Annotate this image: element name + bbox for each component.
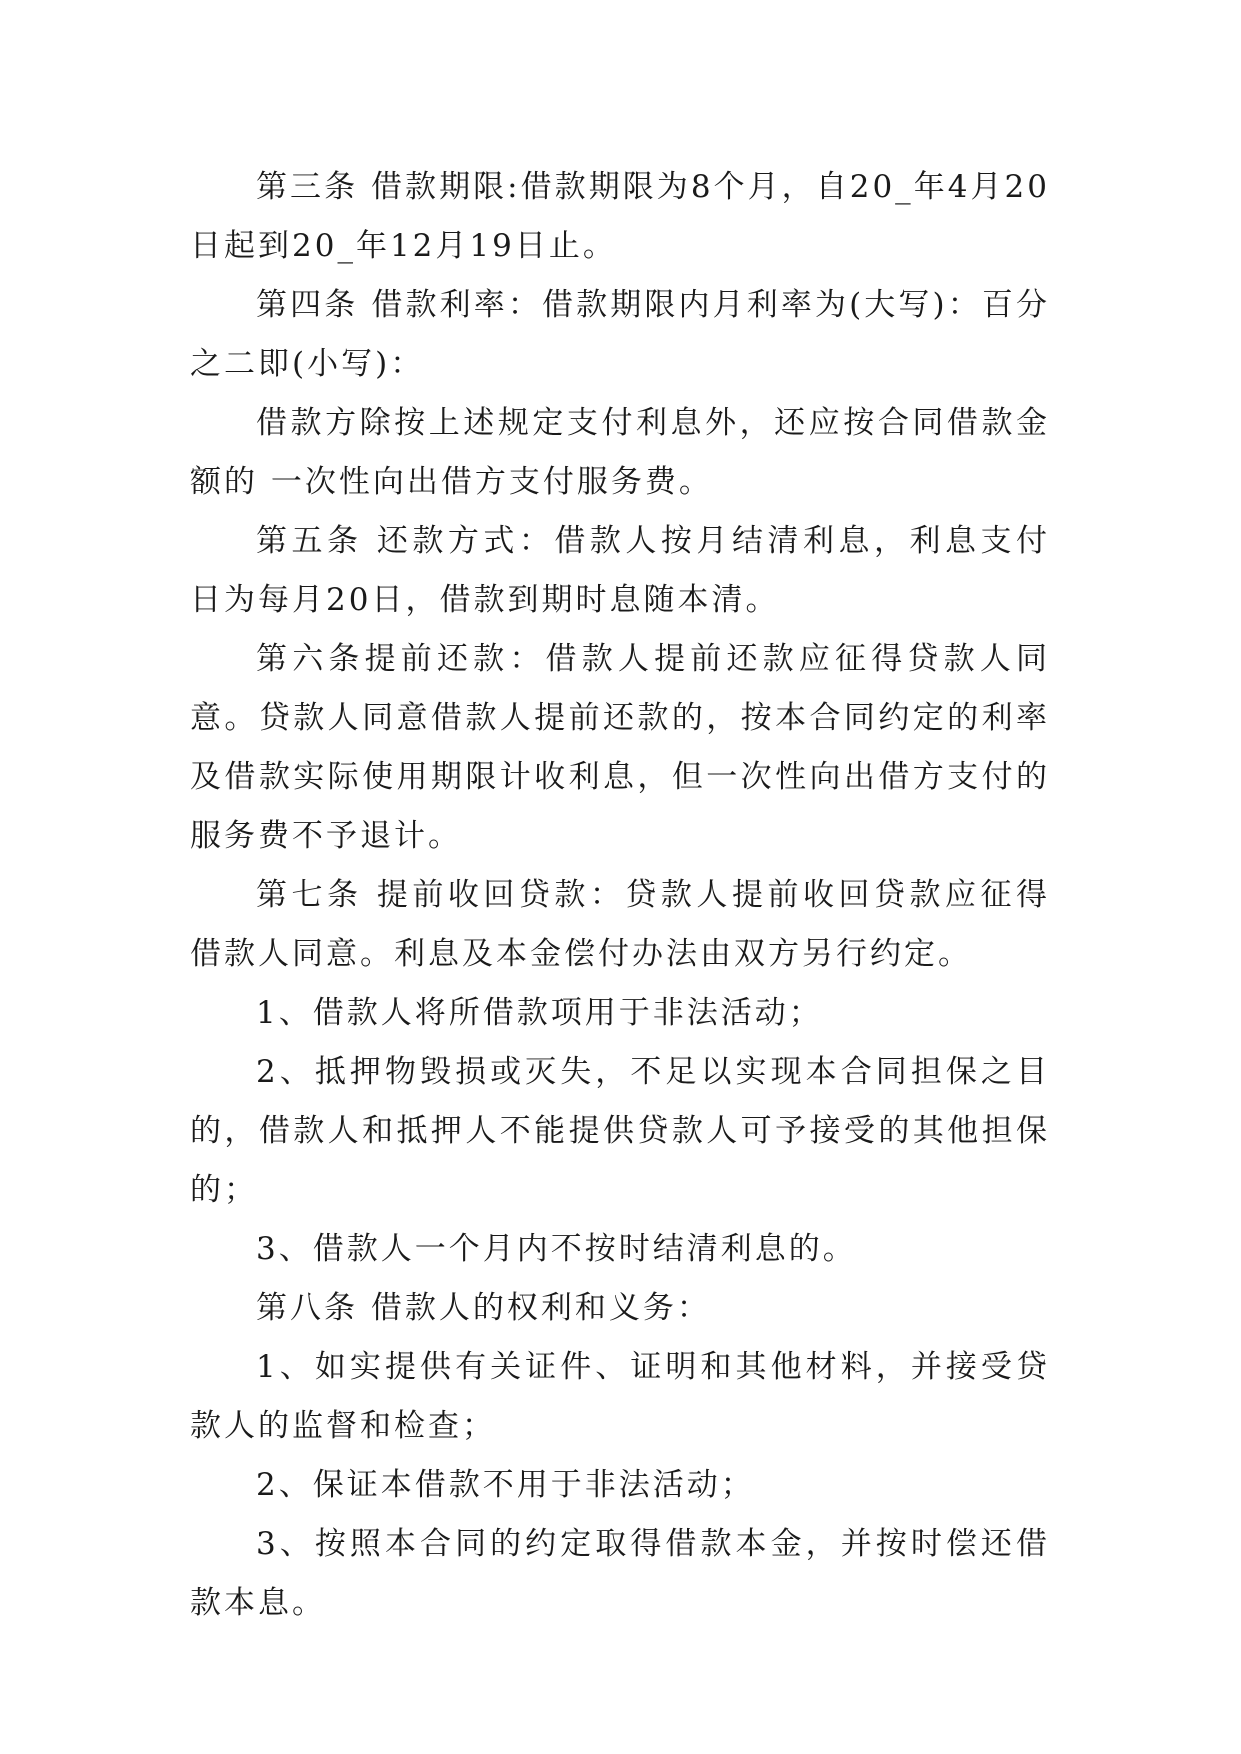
paragraph-service-fee: 借款方除按上述规定支付利息外，还应按合同借款金额的 一次性向出借方支付服务费。 — [190, 405, 1050, 500]
paragraph-item-8-1: 1、如实提供有关证件、证明和其他材料，并接受贷款人的监督和检查； — [190, 1349, 1050, 1444]
paragraph-item-7-1: 1、借款人将所借款项用于非法活动； — [256, 995, 823, 1031]
document-body — [190, 158, 1050, 1633]
paragraph-article-4: 第四条 借款利率：借款期限内月利率为(大写)：百分之二即(小写)： — [190, 287, 1050, 382]
paragraph-article-8: 第八条 借款人的权利和义务： — [256, 1290, 711, 1326]
paragraph-item-8-2: 2、保证本借款不用于非法活动； — [256, 1467, 755, 1503]
paragraph-item-7-3: 3、借款人一个月内不按时结清利息的。 — [256, 1231, 857, 1267]
paragraph-article-5: 第五条 还款方式：借款人按月结清利息，利息支付日为每月20日，借款到期时息随本清。 — [190, 523, 1050, 618]
paragraph-article-6: 第六条提前还款：借款人提前还款应征得贷款人同意。贷款人同意借款人提前还款的，按本合同约定的利率及借款实际使用期限计收利息，但一次性向出借方支付的服务费不予退计。 — [190, 641, 1050, 854]
paragraph-item-7-2: 2、抵押物毁损或灭失，不足以实现本合同担保之目的，借款人和抵押人不能提供贷款人可予接受的其他担保的； — [190, 1054, 1050, 1208]
paragraph-item-8-3: 3、按照本合同的约定取得借款本金，并按时偿还借款本息。 — [190, 1526, 1050, 1621]
paragraph-article-3: 第三条 借款期限:借款期限为8个月，自20_年4月20日起到20_年12月19日止。 — [190, 169, 1050, 264]
paragraph-article-7: 第七条 提前收回贷款：贷款人提前收回贷款应征得借款人同意。利息及本金偿付办法由双方另行约定。 — [190, 877, 1050, 972]
